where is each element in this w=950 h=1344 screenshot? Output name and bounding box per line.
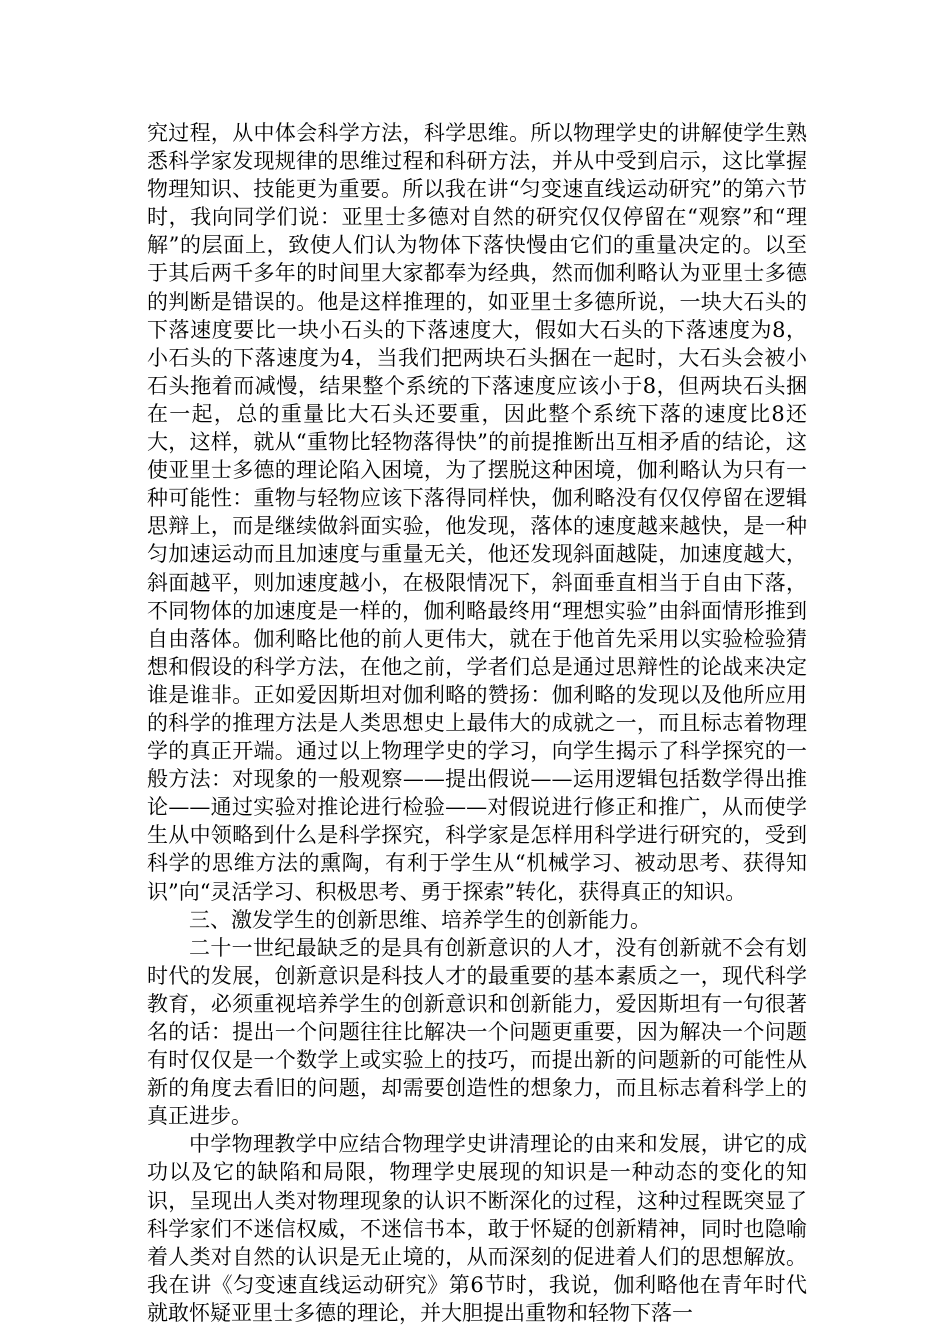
paragraph-physics-history-teaching: 中学物理教学中应结合物理学史讲清理论的由来和发展，讲它的成功以及它的缺陷和局限，物理学史展现的知识是一种动态的变化的知识，呈现出人类对物理现象的认识不断深化的过程，这种过程既突显了科学家们不迷信权威，不迷信书本，敢于怀疑的创新精神，同时也隐喻着人类对自然的认识是无止境的，从而深刻的促进着人们的思想解放。我在讲《匀变速直线运动研究》第6节时，我说，伽利略他在青年时代就敢怀疑亚里士多德的理论，并大胆提出重物和轻物下落一 bbox=[147, 1132, 807, 1325]
paragraph-galileo-reasoning: 究过程，从中体会科学方法，科学思维。所以物理学史的讲解使学生熟悉科学家发现规律的思维过程和科研方法，并从中受到启示，这比掌握物理知识、技能更为重要。所以我在讲“匀变速直线运动研究”的第六节时，我向同学们说：亚里士多德对自然的研究仅仅停留在“观察”和“理解”的层面上，致使人们认为物体下落快慢由它们的重量决定的。以至于其后两千多年的时间里大家都奉为经典，然而伽利略认为亚里士多德的判断是错误的。他是这样推理的，如亚里士多德所说，一块大石头的下落速度要比一块小石头的下落速度大，假如大石头的下落速度为8，小石头的下落速度为4，当我们把两块石头捆在一起时，大石头会被小石头拖着而减慢，结果整个系统的下落速度应该小于8，但两块石头捆在一起，总的重量比大石头还要重，因此整个系统下落的速度比8还大，这样，就从“重物比轻物落得快”的前提推断出互相矛盾的结论，这使亚里士多德的理论陷入困境，为了摆脱这种困境，伽利略认为只有一种可能性：重物与轻物应该下落得同样快，伽利略没有仅仅停留在逻辑思辩上，而是继续做斜面实验，他发现，落体的速度越来越快，是一种匀加速运动而且加速度与重量无关，他还发现斜面越陡，加速度越大，斜面越平，则加速度越小，在极限情况下，斜面垂直相当于自由下落，不同物体的加速度是一样的，伽利略最终用“理想实验”由斜面情形推到自由落体。伽利略比他的前人更伟大，就在于他首先采用以实验检验猜想和假设的科学方法，在他之前，学者们总是通过思辩性的论战来决定谁是谁非。正如爱因斯坦对伽利略的赞扬：伽利略的发现以及他所应用的科学的推理方法是人类思想史上最伟大的成就之一，而且标志着物理学的真正开端。通过以上物理学史的学习，向学生揭示了科学探究的一般方法：对现象的一般观察——提出假说——运用逻辑包括数学得出推论——通过实验对推论进行检验——对假说进行修正和推广，从而使学生从中领略到什么是科学探究，科学家是怎样用科学进行研究的，受到科学的思维方法的熏陶，有利于学生从“机械学习、被动思考、获得知识”向“灵活学习、积极思考、勇于探索”转化，获得真正的知识。 bbox=[147, 121, 807, 904]
paragraph-innovation-awareness: 二十一世纪最缺乏的是具有创新意识的人才，没有创新就不会有划时代的发展，创新意识是科技人才的最重要的基本素质之一，现代科学教育，必须重视培养学生的创新意识和创新能力，爱因斯坦有一句很著名的话：提出一个问题往往比解决一个问题更重要，因为解决一个问题有时仅仅是一个数学上或实验上的技巧，而提出新的问题新的可能性从新的角度去看旧的问题，却需要创造性的想象力，而且标志着科学上的真正进步。 bbox=[147, 935, 807, 1129]
document-body bbox=[147, 119, 807, 1327]
section-heading-innovation: 三、激发学生的创新思维、培养学生的创新能力。 bbox=[189, 907, 651, 932]
